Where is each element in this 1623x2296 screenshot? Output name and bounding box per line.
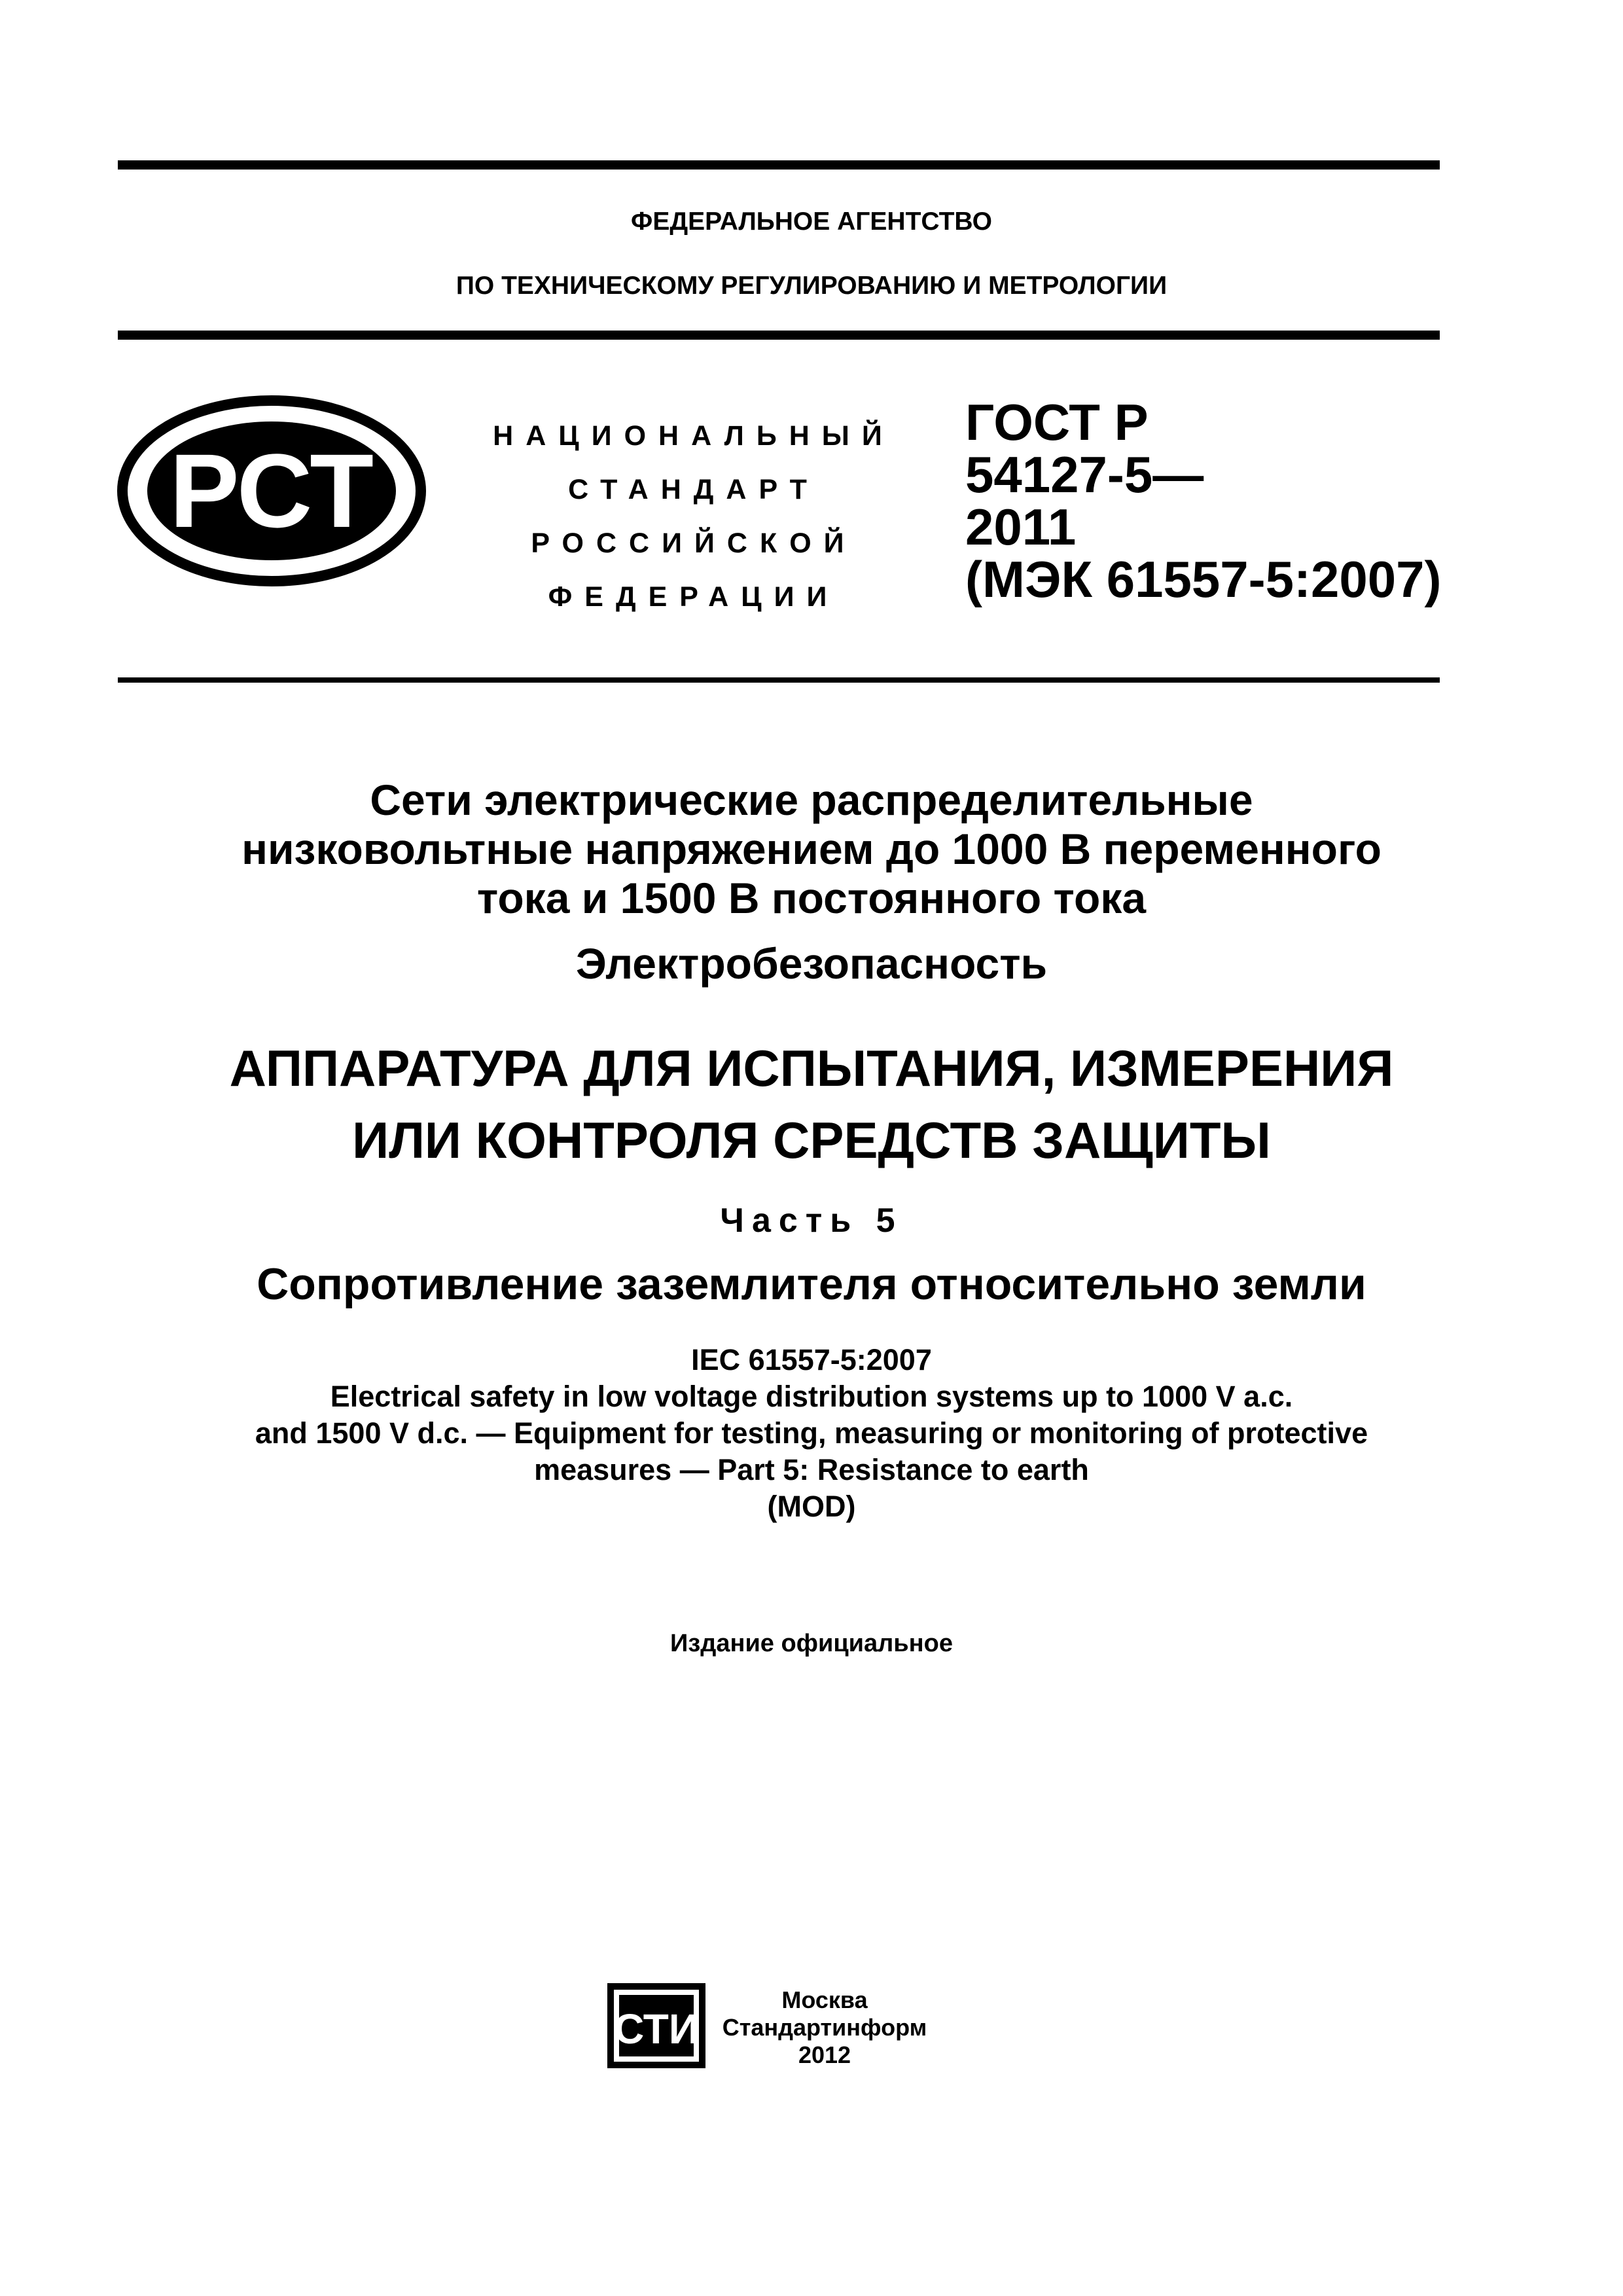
agency-line-1: ФЕДЕРАЛЬНОЕ АГЕНТСТВО bbox=[631, 207, 992, 236]
title-line-2: низковольтные напряжением до 1000 В переменного bbox=[241, 825, 1382, 873]
gost-line-4: (МЭК 61557-5:2007) bbox=[965, 550, 1442, 608]
agency-bottom-rule bbox=[118, 331, 1440, 340]
title-line-4: Электробезопасность bbox=[575, 939, 1048, 988]
national-standard-block bbox=[458, 409, 929, 624]
english-line-5: (MOD) bbox=[767, 1490, 856, 1523]
main-title-line-1: АППАРАТУРА ДЛЯ ИСПЫТАНИЯ, ИЗМЕРЕНИЯ bbox=[229, 1039, 1394, 1097]
agency-line-2: ПО ТЕХНИЧЕСКОМУ РЕГУЛИРОВАНИЮ И МЕТРОЛОГИИ bbox=[455, 272, 1168, 300]
standartinform-logo-icon bbox=[607, 1983, 705, 2068]
edition-label: Издание официальное bbox=[670, 1630, 953, 1657]
english-line-4: measures — Part 5: Resistance to earth bbox=[534, 1453, 1089, 1486]
publisher-city: Москва bbox=[781, 1986, 868, 2013]
standard-word: СТАНДАРТ bbox=[568, 474, 819, 505]
gost-line-2: 54127-5— bbox=[965, 446, 1204, 503]
publisher-year: 2012 bbox=[798, 2041, 851, 2068]
publisher-name: Стандартинформ bbox=[722, 2014, 927, 2041]
svg-text:РСТ: РСТ bbox=[169, 432, 374, 549]
russian-word: РОССИЙСКОЙ bbox=[531, 528, 857, 559]
english-line-1: IEC 61557-5:2007 bbox=[691, 1343, 932, 1376]
english-line-3: and 1500 V d.c. — Equipment for testing, measuring or monitoring of protective bbox=[255, 1416, 1368, 1450]
gost-line-3: 2011 bbox=[965, 498, 1077, 556]
gost-line-1: ГОСТ Р bbox=[965, 393, 1149, 451]
main-title-line-2: ИЛИ КОНТРОЛЯ СРЕДСТВ ЗАЩИТЫ bbox=[352, 1111, 1271, 1169]
header-bottom-rule bbox=[118, 677, 1440, 683]
title-line-1: Сети электрические распределительные bbox=[370, 776, 1253, 824]
publisher-block bbox=[717, 1986, 933, 2069]
title-line-3: тока и 1500 В постоянного тока bbox=[476, 874, 1147, 922]
federation-word: ФЕДЕРАЦИИ bbox=[548, 581, 840, 613]
national-word: НАЦИОНАЛЬНЫЙ bbox=[493, 420, 895, 452]
subtitle: Сопротивление заземлителя относительно земли bbox=[257, 1259, 1366, 1309]
svg-text:СТИ: СТИ bbox=[614, 2005, 699, 2053]
top-rule bbox=[118, 160, 1440, 170]
english-line-2: Electrical safety in low voltage distribution systems up to 1000 V a.c. bbox=[330, 1380, 1293, 1413]
part-label: Часть 5 bbox=[720, 1202, 903, 1240]
rst-emblem-icon bbox=[115, 393, 429, 589]
